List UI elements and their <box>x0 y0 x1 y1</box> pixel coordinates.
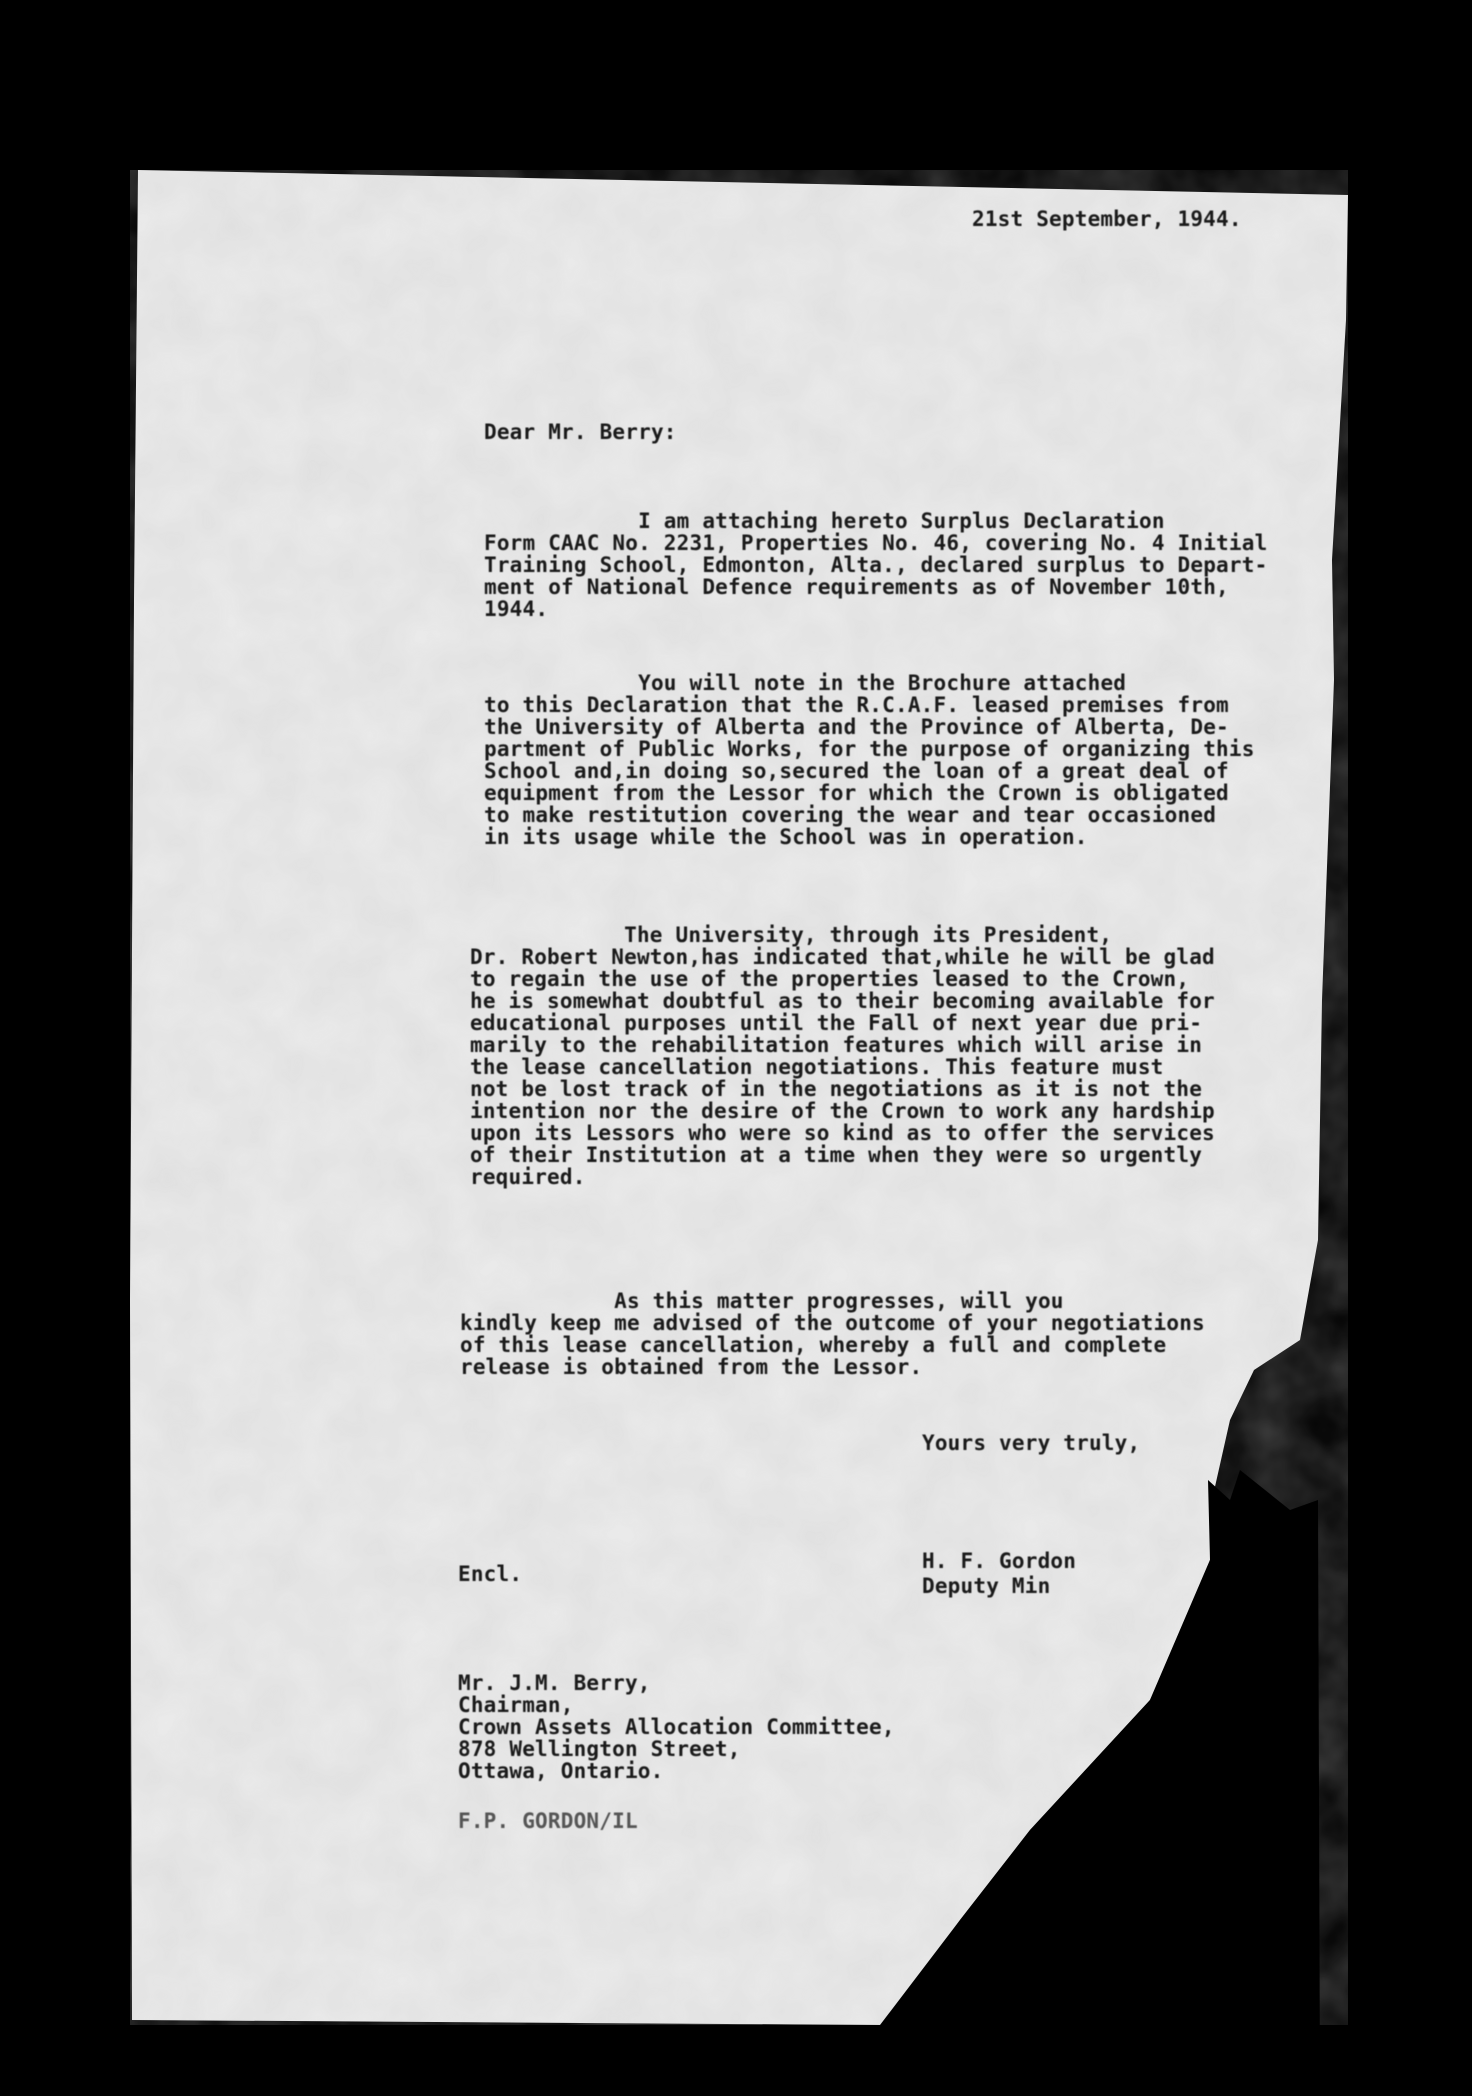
enclosure-note: Encl. <box>458 1562 523 1586</box>
reference-initials: F.P. GORDON/IL <box>458 1809 638 1833</box>
signature-name: H. F. Gordon <box>922 1549 1077 1573</box>
signature-title: Deputy Min <box>922 1574 1051 1598</box>
letter-date: 21st September, 1944. <box>972 207 1242 231</box>
paragraph-4: As this matter progresses, will you kindly keep me advised of the outcome of your negotiations of this lease cancellation, whereby a full and complete release is obtained from the Lessor. <box>460 1289 1205 1379</box>
paragraph-1: I am attaching hereto Surplus Declaration Form CAAC No. 2231, Properties No. 46, covering No. 4 Initial Training School, Edmonton, Alta., declared surplus to Depart- ment of National Defence requirements as of November 10th, 1944. <box>484 509 1268 621</box>
recipient-address: Mr. J.M. Berry, Chairman, Crown Assets Allocation Committee, 878 Wellington Street, Ottawa, Ontario. <box>458 1671 895 1783</box>
salutation: Dear Mr. Berry: <box>484 420 677 444</box>
closing: Yours very truly, <box>922 1431 1141 1455</box>
paragraph-3: The University, through its President, Dr. Robert Newton,has indicated that,while he will be glad to regain the use of the properties leased to the Crown, he is somewhat doubtful as to their becoming available for educational purposes until the Fall of next year due pri- marily to the rehabilitation features which will arise in the lease cancellation negotiations. This feature must not be lost track of in the negotiations as it is not the intention nor the desire of the Crown to work any hardship upon its Lessors who were so kind as to offer the services of their Institution at a time when they were so urgently required. <box>470 923 1215 1189</box>
paragraph-2: You will note in the Brochure attached to this Declaration that the R.C.A.F. leased premises from the University of Alberta and the Province of Alberta, De- partment of Public Works, for the purpose of organizing this School and,in doing so,secured the loan of a great deal of equipment from the Lessor for which the Crown is obligated to make restitution covering the wear and tear occasioned in its usage while the School was in operation. <box>484 671 1255 849</box>
